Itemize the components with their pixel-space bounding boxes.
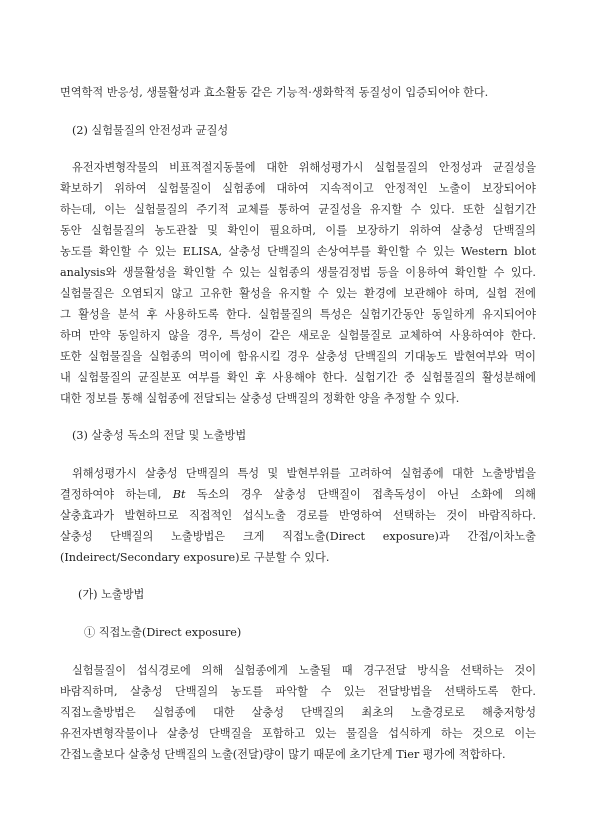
paragraph-line: 확보하기 위하여 실험물질이 실험종에 대하여 지속적이고 안정적인 노출이 보장되어야 bbox=[60, 182, 536, 195]
paragraph-line: 또한 실험물질을 실험종의 먹이에 함유시킬 경우 살충성 단백질의 기대농도 발현여부와 먹이 bbox=[60, 350, 536, 363]
paragraph-line: analysis와 생물활성을 확인할 수 있는 실험종의 생물검정법 등을 이용하여 확인할 수 있다. bbox=[60, 266, 536, 279]
paragraph-line: 살충성 단백질의 노출방법은 크게 직접노출(Direct exposure)과 간접/이차노출 bbox=[60, 530, 536, 543]
paragraph-line: 직접노출방법은 실험종에 대한 살충성 단백질의 최초의 노출경로로 해충저항성 bbox=[60, 706, 536, 719]
paragraph-line: 간접노출보다 살충성 단백질의 노출(전달)량이 많기 때문에 초기단계 Tier 평가에 적합하다. bbox=[60, 748, 506, 761]
section-heading: (2) 실험물질의 안전성과 균질성 bbox=[72, 124, 229, 137]
subsubsection-heading: ① 직접노출(Direct exposure) bbox=[84, 626, 242, 639]
italic-term: Bt bbox=[172, 488, 186, 501]
paragraph-line: 유전자변형작물의 비표적절지동물에 대한 위해성평가시 실험물질의 안정성과 균질성을 bbox=[72, 161, 536, 174]
paragraph-line: 하며 만약 동일하지 않을 경우, 특성이 같은 새로운 실험물질로 교체하여 사용하여야 한다. bbox=[60, 329, 536, 342]
paragraph-line: (Indeirect/Secondary exposure)로 구분할 수 있다. bbox=[60, 551, 330, 564]
subsection-heading: (가) 노출방법 bbox=[78, 588, 145, 601]
paragraph-line: 살충효과가 발현하므로 직접적인 섭식노출 경로를 반영하여 선택하는 것이 바람직하다. bbox=[60, 509, 536, 522]
paragraph-line: 실험물질이 섭식경로에 의해 실험종에게 노출될 때 경구전달 방식을 선택하는 것이 bbox=[72, 664, 536, 677]
paragraph-line: 결정하여야 하는데, Bt 독소의 경우 살충성 단백질이 접촉독성이 아닌 소화에 의해 bbox=[60, 488, 536, 501]
section-heading: (3) 살충성 독소의 전달 및 노출방법 bbox=[72, 429, 247, 442]
paragraph-line: 면역학적 반응성, 생물활성과 효소활동 같은 기능적·생화학적 동질성이 입증되어야 한다. bbox=[60, 86, 489, 99]
paragraph-line: 동안 실험물질의 농도관찰 및 확인이 필요하며, 이를 보장하기 위하여 살충성 단백질의 bbox=[60, 224, 536, 237]
paragraph-line: 실험물질은 오염되지 않고 고유한 활성을 유지할 수 있는 환경에 보관해야 하며, 실험 전에 bbox=[60, 287, 536, 300]
paragraph-line: 위해성평가시 살충성 단백질의 특성 및 발현부위를 고려하여 실험종에 대한 노출방법을 bbox=[72, 467, 536, 480]
paragraph-line: 유전자변형작물이나 살충성 단백질을 포함하고 있는 물질을 섭식하게 하는 것으로 이는 bbox=[60, 727, 536, 740]
paragraph-line: 그 활성을 분석 후 사용하도록 한다. 실험물질의 특성은 실험기간동안 동일하게 유지되어야 bbox=[60, 308, 536, 321]
paragraph-line: 바람직하며, 살충성 단백질의 농도를 파악할 수 있는 전달방법을 선택하도록 한다. bbox=[60, 685, 536, 698]
paragraph-line: 농도를 확인할 수 있는 ELISA, 살충성 단백질의 손상여부를 확인할 수 있는 Western blot bbox=[60, 245, 536, 258]
paragraph-line: 하는데, 이는 실험물질의 주기적 교체를 통하여 균질성을 유지할 수 있다. 또한 실험기간 bbox=[60, 203, 536, 216]
paragraph-line: 대한 정보를 통해 실험종에 전달되는 살충성 단백질의 정확한 양을 추정할 수 있다. bbox=[60, 392, 460, 405]
paragraph-line: 내 실험물질의 균질분포 여부를 확인 후 사용해야 한다. 실험기간 중 실험물질의 활성분해에 bbox=[60, 371, 536, 384]
